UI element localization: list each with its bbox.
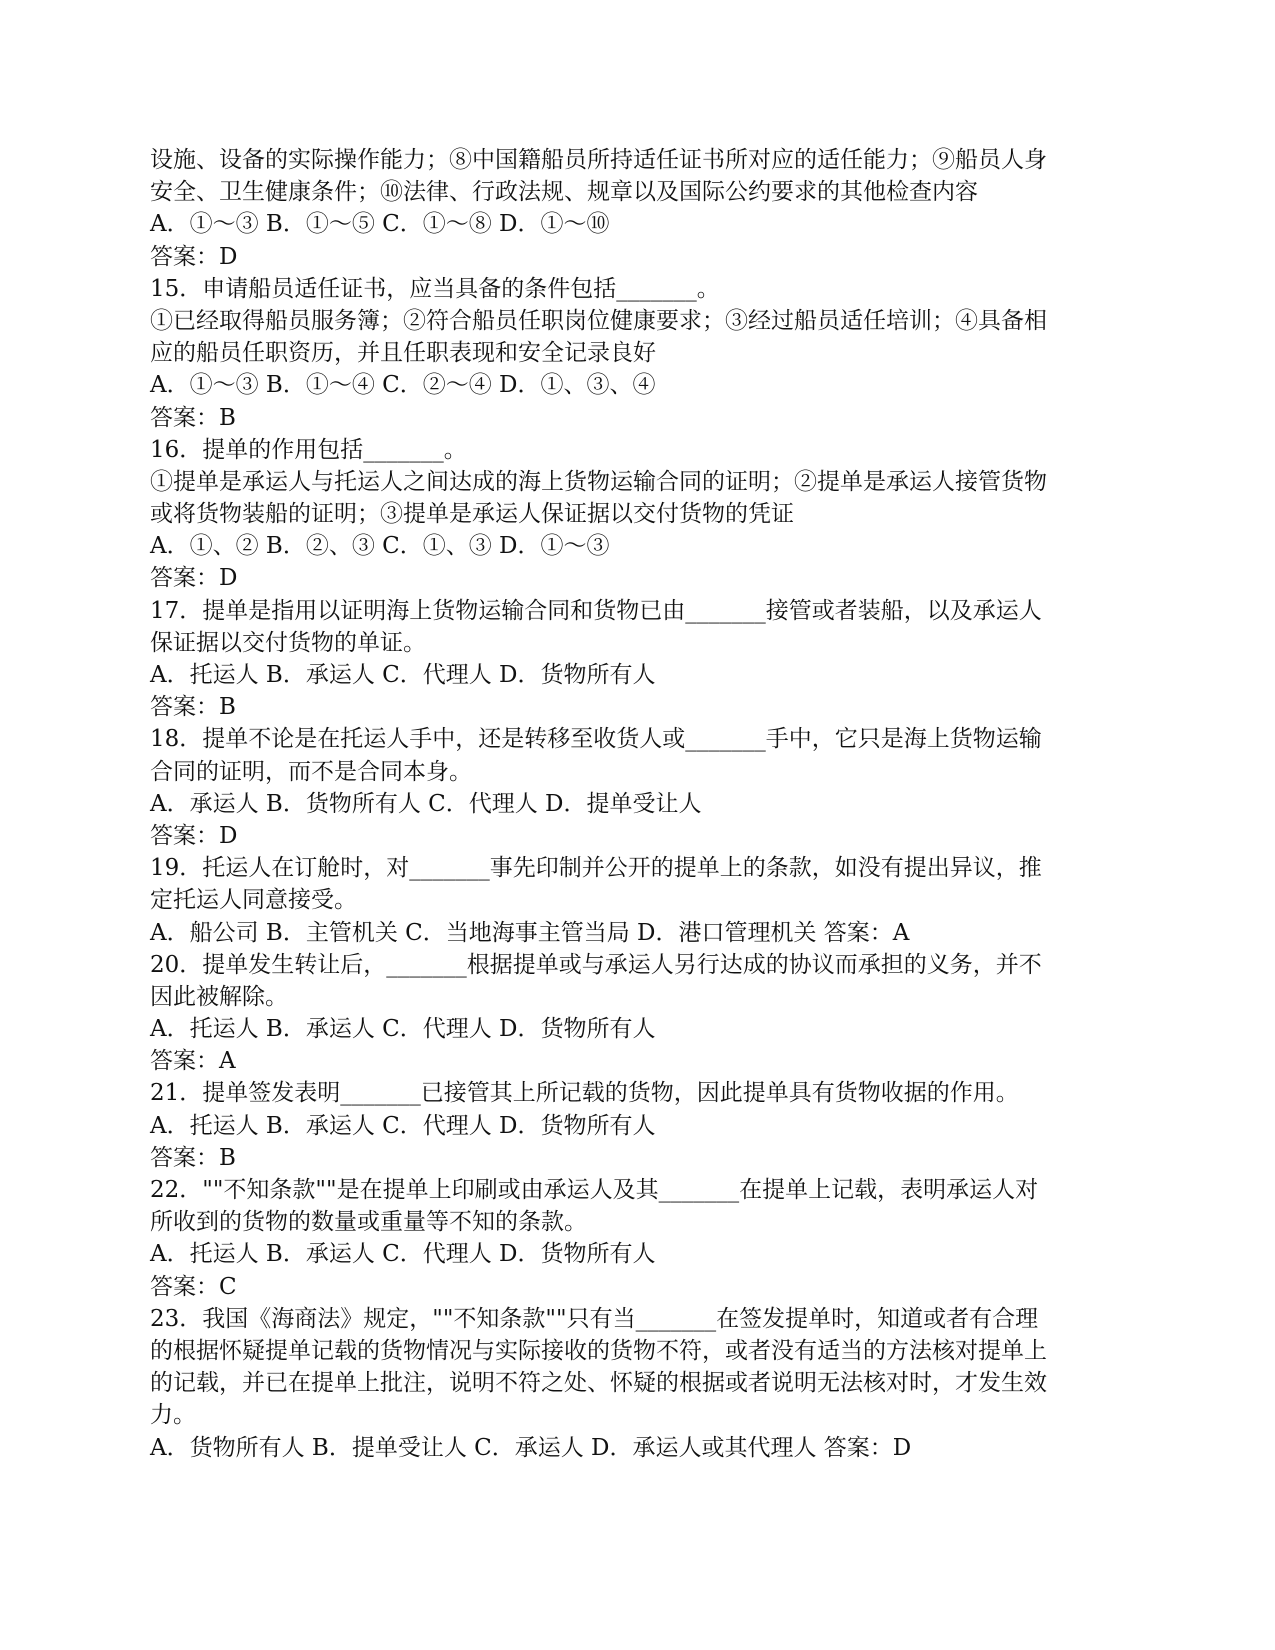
answer-key: 答案：C — [150, 1273, 237, 1300]
answer-options: A．①、② B．②、③ C．①、③ D．①～③ — [150, 533, 610, 560]
text-line: 或将货物装船的证明；③提单是承运人保证据以交付货物的凭证 — [150, 501, 794, 528]
answer-key: 答案：B — [150, 404, 236, 431]
question-17: 17．提单是指用以证明海上货物运输合同和货物已由_______接管或者装船，以及承运人 — [150, 597, 1042, 624]
text-line: 力。 — [150, 1402, 196, 1429]
text-line: 应的船员任职资历，并且任职表现和安全记录良好 — [150, 340, 656, 367]
text-line: 的记载，并已在提单上批注，说明不符之处、怀疑的根据或者说明无法核对时，才发生效 — [150, 1370, 1047, 1397]
text-line: 定托运人同意接受。 — [150, 887, 357, 914]
question-15: 15．申请船员适任证书，应当具备的条件包括_______。 — [150, 275, 720, 302]
answer-options: A．托运人 B．承运人 C．代理人 D．货物所有人 — [150, 1241, 656, 1268]
question-23: 23．我国《海商法》规定，""不知条款""只有当_______在签发提单时，知道或者有合理 — [150, 1305, 1039, 1332]
answer-options: A．托运人 B．承运人 C．代理人 D．货物所有人 — [150, 662, 656, 688]
answer-key: 答案：A — [150, 1048, 236, 1075]
text-line: ①已经取得船员服务簿；②符合船员任职岗位健康要求；③经过船员适任培训；④具备相 — [150, 307, 1047, 334]
text-line: 安全、卫生健康条件；⑩法律、行政法规、规章以及国际公约要求的其他检查内容 — [150, 179, 978, 206]
answer-options: A．托运人 B．承运人 C．代理人 D．货物所有人 — [150, 1112, 656, 1139]
question-19: 19．托运人在订舱时，对_______事先印制并公开的提单上的条款，如没有提出异议，推 — [150, 855, 1042, 882]
question-20: 20．提单发生转让后，_______根据提单或与承运人另行达成的协议而承担的义务，并不 — [150, 951, 1042, 978]
document-page — [150, 144, 1130, 1464]
question-16: 16．提单的作用包括_______。 — [150, 436, 467, 463]
text-line: 的根据怀疑提单记载的货物情况与实际接收的货物不符，或者没有适当的方法核对提单上 — [150, 1337, 1047, 1364]
question-22: 22．""不知条款""是在提单上印刷或由承运人及其_______在提单上记载，表明承运人对 — [150, 1177, 1039, 1203]
text-line: 所收到的货物的数量或重量等不知的条款。 — [150, 1209, 587, 1236]
answer-key: 答案：D — [150, 243, 238, 270]
text-line: 合同的证明，而不是合同本身。 — [150, 758, 472, 785]
answer-options: A．①～③ B．①～④ C．②～④ D．①、③、④ — [150, 372, 656, 399]
answer-options: A．船公司 B．主管机关 C．当地海事主管当局 D．港口管理机关 答案：A — [150, 919, 910, 946]
answer-options: A．托运人 B．承运人 C．代理人 D．货物所有人 — [150, 1016, 656, 1043]
answer-key: 答案：D — [150, 565, 238, 592]
text-line: 因此被解除。 — [150, 983, 288, 1010]
text-line: 设施、设备的实际操作能力；⑧中国籍船员所持适任证书所对应的适任能力；⑨船员人身 — [150, 147, 1047, 173]
answer-key: 答案：B — [150, 694, 236, 721]
question-18: 18．提单不论是在托运人手中，还是转移至收货人或_______手中，它只是海上货物运输 — [150, 726, 1042, 753]
text-line: ①提单是承运人与托运人之间达成的海上货物运输合同的证明；②提单是承运人接管货物 — [150, 468, 1047, 495]
answer-options: A．货物所有人 B．提单受让人 C．承运人 D．承运人或其代理人 答案：D — [150, 1434, 912, 1461]
question-21: 21．提单签发表明_______已接管其上所记载的货物，因此提单具有货物收据的作用。 — [150, 1080, 1019, 1107]
answer-options: A．承运人 B．货物所有人 C．代理人 D．提单受让人 — [150, 790, 702, 817]
answer-options: A．①～③ B．①～⑤ C．①～⑧ D．①～⑩ — [150, 211, 610, 238]
text-line: 保证据以交付货物的单证。 — [150, 629, 426, 656]
answer-key: 答案：B — [150, 1144, 236, 1171]
answer-key: 答案：D — [150, 822, 238, 849]
